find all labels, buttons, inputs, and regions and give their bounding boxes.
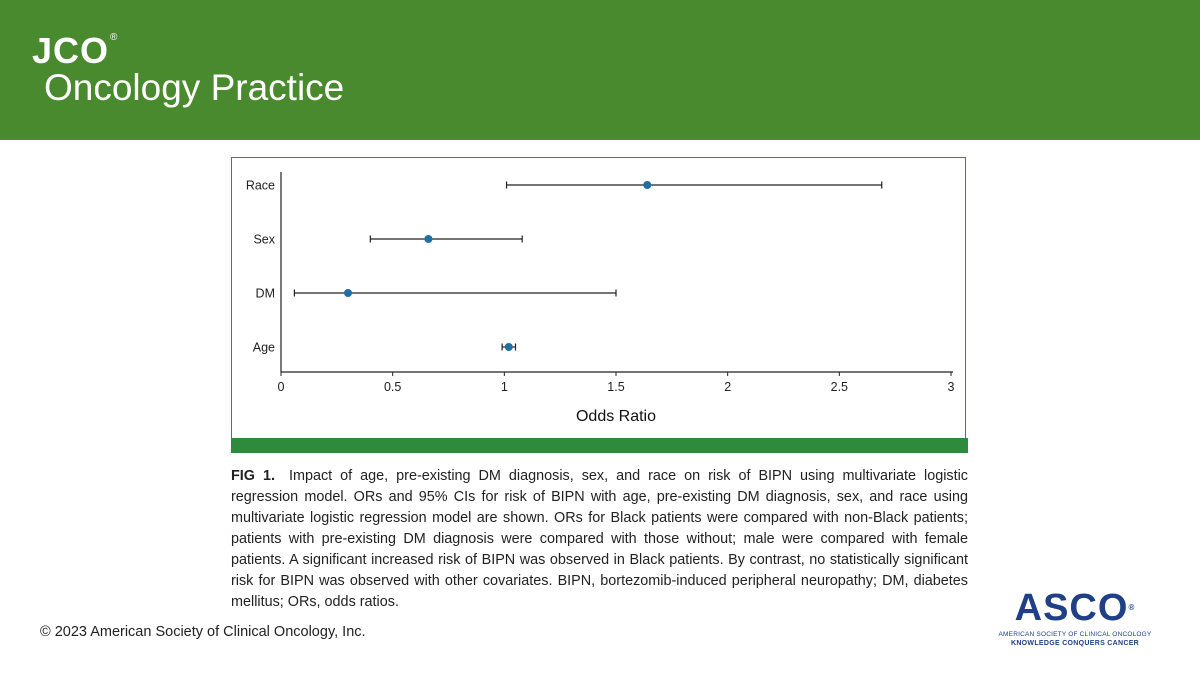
figure-label: FIG 1. — [231, 468, 275, 484]
asco-wordmark — [990, 588, 1160, 628]
asco-subtitle: AMERICAN SOCIETY OF CLINICAL ONCOLOGY — [998, 631, 1152, 638]
row-label-sex: Sex — [253, 232, 275, 247]
row-label-dm: DM — [255, 286, 275, 301]
row-label-race: Race — [245, 178, 275, 193]
x-tick-label-3: 1.5 — [607, 380, 625, 394]
asco-tagline: KNOWLEDGE CONQUERS CANCER — [1010, 640, 1140, 647]
x-tick-label-1: 0.5 — [383, 380, 402, 394]
x-tick-label-5: 2.5 — [830, 380, 849, 394]
x-tick-label-2: 1 — [500, 380, 508, 394]
estimate-point-sex — [424, 235, 432, 243]
forest-plot — [232, 158, 967, 453]
estimate-point-race — [643, 181, 651, 189]
x-axis-title: Odds Ratio — [575, 408, 657, 425]
journal-name: Oncology Practice — [44, 67, 345, 108]
figure-caption — [231, 466, 968, 613]
estimate-point-age — [505, 343, 513, 351]
asco-logo — [990, 588, 1160, 648]
figure-bottom-bar — [231, 438, 968, 453]
figure-frame — [231, 157, 966, 452]
header-banner — [0, 0, 1200, 140]
x-tick-label-6: 3 — [947, 380, 955, 394]
row-label-age: Age — [252, 340, 275, 355]
caption-text: Impact of age, pre-existing DM diagnosis, sex, and race on risk of BIPN using multivariate logistic regression model. ORs and 95% CIs for risk of BIPN with age, pre-existing DM diagnosis, sex, and race using multivariate logistic regression model are shown. ORs for Black patients were compared with non-Black patients; patients with pre-existing DM diagnosis were compared with those without; male were compared with female patients. A significant increased risk of BIPN was observed in Black patients. By contrast, no statistically significant risk for BIPN was observed with other covariates. BIPN, bortezomib-induced peripheral neuropathy; DM, diabetes mellitus; ORs, odds ratios. — [231, 468, 969, 610]
journal-logo-short: JCO — [32, 30, 110, 71]
x-tick-label-4: 2 — [724, 380, 732, 394]
journal-registered-mark: ® — [110, 32, 118, 43]
x-tick-label-0: 0 — [277, 380, 285, 394]
copyright-notice: © 2023 American Society of Clinical Oncology, Inc. — [40, 624, 366, 640]
estimate-point-dm — [344, 289, 352, 297]
asco-wordmark-text: ASCO — [1014, 587, 1129, 629]
asco-registered-mark: ® — [1128, 603, 1136, 612]
